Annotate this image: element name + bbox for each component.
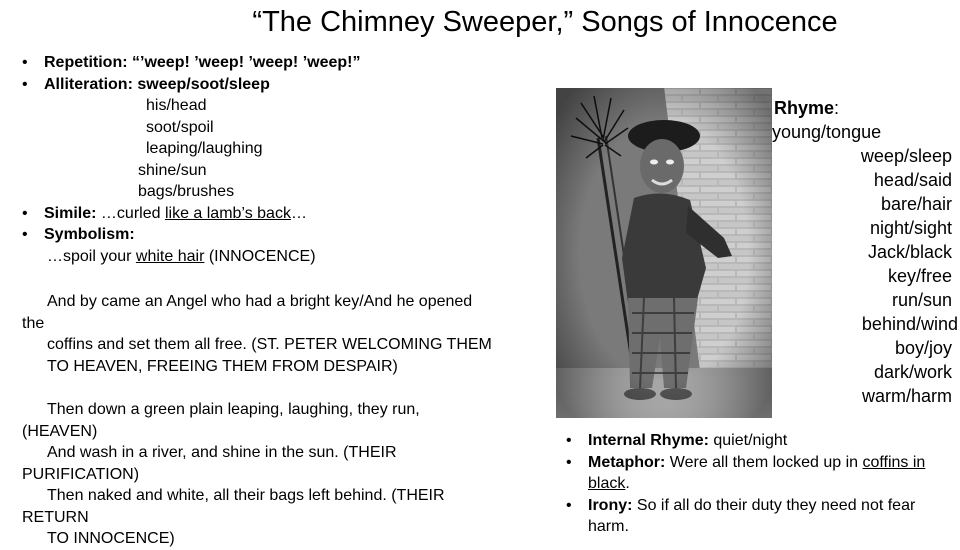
symbolism-label: Symbolism:	[44, 226, 135, 243]
simile-quote: like a lamb’s back	[164, 204, 291, 222]
other-devices-list	[566, 430, 956, 538]
alliteration-pair: soot/spoil	[146, 118, 214, 136]
rhyme-pair: behind/wind	[861, 314, 958, 334]
rhyme-pair: key/free	[887, 266, 952, 286]
list-item-alliteration: • Alliteration: sweep/soot/sleep	[22, 75, 270, 93]
slide-title: “The Chimney Sweeper,” Songs of Innocence	[252, 6, 838, 38]
list-item-irony: • Irony: So if all do their duty they need not fear harm.	[566, 496, 916, 535]
rhyme-pair: warm/harm	[861, 386, 952, 406]
rhyme-pair: night/sight	[869, 218, 952, 238]
internal-rhyme-label: Internal Rhyme:	[588, 432, 709, 449]
irony-label: Irony:	[588, 496, 633, 514]
rhyme-pair: boy/joy	[894, 338, 952, 358]
repetition-text: “’weep! ’weep! ’weep! ’weep!”	[132, 54, 361, 71]
stanza-angel	[22, 291, 562, 377]
stanza-line: TO HEAVEN, FREEING THEM FROM DESPAIR)	[47, 357, 398, 375]
stanza-line: coffins and set them all free. (ST. PETER WELCOMING THEM	[47, 336, 492, 353]
rhyme-pair: weep/sleep	[860, 146, 952, 166]
list-item-internal-rhyme: • Internal Rhyme: quiet/night	[566, 432, 788, 449]
rhyme-pair: young/tongue	[772, 122, 882, 142]
list-item-metaphor: • Metaphor: Were all them locked up in coffins in black.	[566, 453, 926, 492]
rhyme-pair: bare/hair	[880, 194, 952, 214]
rhyme-pair: Jack/black	[867, 242, 952, 262]
stanza-line: And wash in a river, and shine in the sun. (THEIR	[47, 444, 397, 461]
literary-devices-list	[22, 52, 562, 267]
repetition-label: Repetition:	[44, 54, 128, 71]
rhyme-pair: run/sun	[891, 290, 952, 310]
stanza-line: Then naked and white, all their bags left behind. (THEIR	[47, 487, 445, 504]
list-item-symbolism: • Symbolism:	[22, 226, 135, 243]
metaphor-label: Metaphor:	[588, 453, 666, 471]
alliteration-label: Alliteration:	[44, 75, 133, 93]
rhyme-pair: dark/work	[873, 362, 952, 382]
simile-post: …	[290, 204, 307, 222]
stanza-line: (HEAVEN)	[22, 422, 98, 440]
alliteration-pair: leaping/laughing	[146, 140, 263, 157]
list-item-repetition: • Repetition: “’weep! ’weep! ’weep! ’weep!”	[22, 54, 361, 71]
alliteration-pair: bags/brushes	[138, 183, 235, 200]
chimney-sweep-boy-photo	[556, 88, 772, 418]
rhyme-heading: Rhyme:	[774, 98, 840, 118]
stanza-line: TO INNOCENCE)	[47, 530, 175, 547]
alliteration-pair: shine/sun	[138, 161, 207, 179]
rhyme-pair: head/said	[873, 170, 952, 190]
stanza-line: And by came an Angel who had a bright key/And he opened	[47, 293, 473, 310]
symbolism-underlined: white hair	[135, 247, 205, 265]
simile-label: Simile:	[44, 204, 97, 222]
stanza-line: the	[22, 314, 45, 332]
metaphor-underlined: coffins in black	[588, 453, 926, 492]
rhyme-label: Rhyme	[774, 98, 835, 118]
alliteration-pair: his/head	[146, 97, 207, 114]
stanza-heaven	[22, 399, 562, 550]
rhyme-list	[772, 96, 958, 408]
stanza-line: PURIFICATION)	[22, 465, 140, 483]
stanza-line: Then down a green plain leaping, laughing, they run,	[47, 401, 420, 418]
list-item-simile: • Simile: …curled like a lamb’s back…	[22, 204, 307, 222]
alliteration-pair: sweep/soot/sleep	[137, 75, 270, 93]
symbolism-text: …spoil your white hair (INNOCENCE)	[47, 247, 316, 265]
simile-pre: …curled	[100, 204, 165, 222]
stanza-line: RETURN	[22, 508, 89, 526]
